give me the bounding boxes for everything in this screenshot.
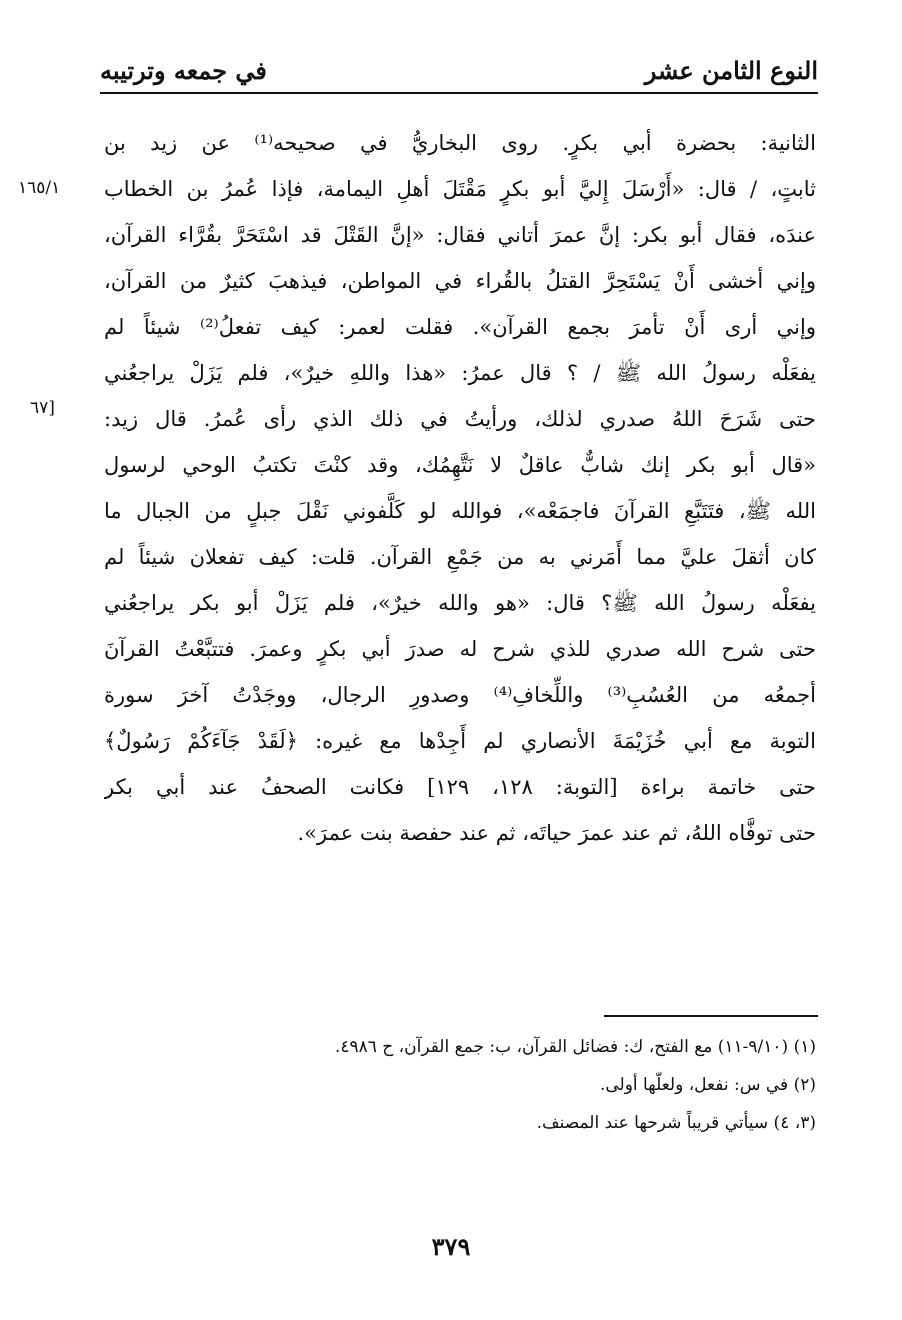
margin-bracket-note: [٦٧ [30, 398, 55, 418]
chapter-title: النوع الثامن عشر [644, 56, 818, 85]
text-line: التوبة مع أبي خُزَيْمَةَ الأنصاري لم أَجِدْها مع غيره: ﴿لَقَدْ جَآءَكُمْ رَسُولٌ﴾ [104, 729, 816, 753]
footnote-divider [604, 1015, 818, 1017]
page-number: ٣٧٩ [431, 1232, 471, 1261]
main-text [104, 120, 816, 856]
section-title: في جمعه وترتيبه [100, 56, 267, 85]
text-line: حتى توفَّاه اللهُ، ثم عند عمرَ حياتَه، ثم عند حفصة بنت عمرَ». [297, 821, 816, 845]
text-line: كان أثقلَ عليَّ مما أَمَرني به من جَمْعِ القرآن. قلت: كيف تفعلان شيئاً لم [104, 545, 816, 569]
text-line: الله ﷺ، فتَتَبَّعِ القرآنَ فاجمَعْه»، فوالله لو كَلَّفوني نَقْلَ جبلٍ من الجبال ما [104, 499, 816, 523]
footnote: (١) (٩/١٠-١١) مع الفتح، ك: فضائل القرآن، ب: جمع القرآن، ح ٤٩٨٦. [334, 1037, 816, 1057]
running-header [100, 52, 818, 92]
text-line: وإني أخشى أَنْ يَسْتَحِرَّ القتلُ بالقُراء في المواطن، فيذهبَ كثيرٌ من القرآن، [104, 269, 816, 293]
footnotes [104, 1028, 816, 1142]
margin-folio-note: ١٦٥/١ [18, 178, 61, 198]
text-line: الثانية: بحضرة أبي بكرٍ. روى البخاريُّ في صحيحه⁽¹⁾ عن زيد بن [104, 131, 816, 155]
text-line: «قال أبو بكر إنك شابٌّ عاقلٌ لا نَتَّهِمُك، وقد كنْتَ تكتبُ الوحي لرسول [104, 453, 816, 477]
text-line: حتى شرح الله صدري للذي شرح له صدرَ أبي بكرٍ وعمرَ. فتتبَّعْتُ القرآنَ [104, 637, 816, 661]
text-line: حتى شَرَحَ اللهُ صدري لذلك، ورأيتُ في ذلك الذي رأى عُمرُ. قال زيد: [104, 407, 816, 431]
footnote: (٣، ٤) سيأتي قريباً شرحها عند المصنف. [536, 1113, 816, 1133]
text-line: أجمعُه من العُسُبِ⁽³⁾ واللِّخافِ⁽⁴⁾ وصدورِ الرجال، ووجَدْتُ آخرَ سورة [104, 683, 816, 707]
text-line: وإني أرى أَنْ تأمرَ بجمع القرآن». فقلت لعمر: كيف تفعلُ⁽²⁾ شيئاً لم [104, 315, 816, 339]
text-line: حتى خاتمة براءة [التوبة: ١٢٨، ١٢٩] فكانت الصحفُ عند أبي بكر [104, 775, 816, 799]
text-line: يفعَلْه رسولُ الله ﷺ؟ قال: «هو والله خيرٌ»، فلم يَزَلْ أبو بكر يراجعُني [104, 591, 816, 615]
text-line: يفعَلْه رسولُ الله ﷺ / ؟ قال عمرُ: «هذا واللهِ خيرٌ»، فلم يَزَلْ يراجعُني [104, 361, 816, 385]
text-line: عندَه، فقال أبو بكر: إنَّ عمرَ أتاني فقال: «إنَّ القَتْلَ قد اسْتَحَرَّ بقُرَّاء القرآن، [104, 223, 816, 247]
header-divider [100, 92, 818, 94]
text-line: ثابتٍ، / قال: «أَرْسَلَ إِليَّ أبو بكرٍ مَقْتَلَ أهلِ اليمامة، فإذا عُمرُ بن الخطاب [104, 177, 816, 201]
footnote: (٢) في س: نفعل، ولعلّها أولى. [599, 1075, 816, 1095]
